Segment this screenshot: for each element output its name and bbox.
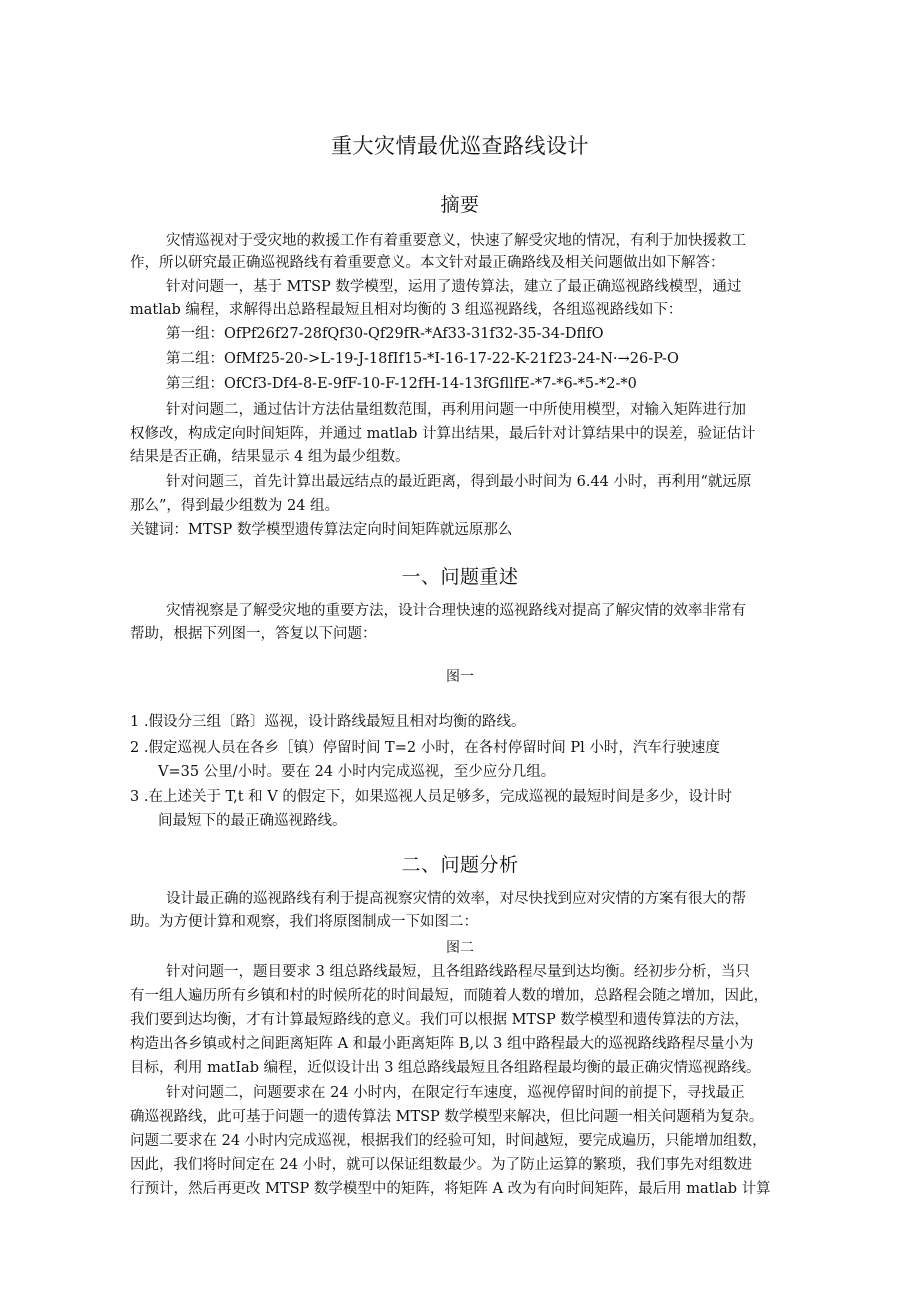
section-2-paragraph-2-line-5: 目标，利用 matIab 编程，近似设计出 3 组总路线最短且各组路程最均衡的最正确灾情巡视路线。	[130, 1060, 761, 1076]
section-1-paragraph-line-2: 帮助，根据下列图一，答复以下问题：	[130, 626, 377, 642]
route-group-1: 第一组：OfPf26f27-28fQf30-Qf29fR-*Af33-31f32-35-34-DflfO	[166, 326, 604, 342]
abstract-paragraph-4-line-1: 针对问题三，首先计算出最远结点的最近距离，得到最小时间为 6.44 小时，再利用“就远原	[166, 474, 752, 490]
abstract-paragraph-2-line-2: matlab 编程，求解得出总路程最短且相对均衡的 3 组巡视路线，各组巡视路线如下：	[130, 302, 683, 318]
question-item-2-line-2: V=35 公里/小时。要在 24 小时内完成巡视，至少应分几组。	[158, 764, 556, 780]
route-group-3: 第三组：OfCf3-Df4-8-E-9fF-10-F-12fH-14-13fGfllfE-*7-*6-*5-*2-*0	[166, 376, 637, 392]
abstract-paragraph-3-line-1: 针对问题二，通过估计方法估量组数范围，再利用问题一中所使用模型，对输入矩阵进行加	[166, 402, 746, 418]
figure-2-caption: 图二	[446, 940, 474, 956]
abstract-heading: 摘要	[440, 194, 480, 216]
abstract-paragraph-2-line-1: 针对问题一，基于 MTSP 数学模型，运用了遗传算法，建立了最正确巡视路线模型，通过	[166, 279, 742, 295]
abstract-paragraph-1-line-1: 灾情巡视对于受灾地的救援工作有着重要意义，快速了解受灾地的情况，有利于加快援救工	[166, 233, 746, 249]
question-item-3-line-1: 3 .在上述关于 T,t 和 V 的假定下，如果巡视人员足够多，完成巡视的最短时间是多少，设计时	[130, 789, 732, 805]
section-2-paragraph-3-line-4: 因此，我们将时间定在 24 小时，就可以保证组数最少。为了防止运算的繁琐，我们事先对组数进	[130, 1157, 753, 1173]
section-2-paragraph-3-line-2: 确巡视路线，此可基于问题一的遗传算法 MTSP 数学模型来解决，但比问题一相关问题稍为复杂。	[130, 1109, 764, 1125]
section-2-paragraph-2-line-1: 针对问题一，题目要求 3 组总路线最短，且各组路线路程尽量到达均衡。经初步分析，当只	[166, 964, 750, 980]
abstract-paragraph-4-line-2: 那么”，得到最少组数为 24 组。	[130, 498, 340, 514]
abstract-paragraph-3-line-3: 结果是否正确，结果显示 4 组为最少组数。	[130, 449, 410, 465]
section-2-paragraph-3-line-1: 针对问题二，问题要求在 24 小时内，在限定行车速度，巡视停留时间的前提下，寻找最正	[166, 1085, 745, 1101]
route-group-2: 第二组：OfMf25-20->L-19-J-18fIf15-*I-16-17-22-K-21f23-24-N·→26-P-O	[166, 351, 679, 367]
abstract-paragraph-1-line-2: 作，所以研究最正确巡视路线有着重要意义。本文针对最正确路线及相关问题做出如下解答：	[130, 255, 725, 271]
section-2-heading: 二、问题分析	[401, 854, 519, 876]
keywords: 关键词：MTSP 数学模型遗传算法定向时间矩阵就远原那么	[130, 522, 513, 538]
section-1-heading: 一、问题重述	[401, 566, 519, 588]
section-2-paragraph-3-line-5: 行预计，然后再更改 MTSP 数学模型中的矩阵，将矩阵 A 改为有向时间矩阵，最后用 matlab 计算	[130, 1181, 771, 1197]
abstract-paragraph-3-line-2: 权修改，构成定向时间矩阵，并通过 matlab 计算出结果，最后针对计算结果中的误差，验证估计	[130, 426, 756, 442]
section-2-paragraph-3-line-3: 问题二要求在 24 小时内完成巡视，根据我们的经验可知，时间越短，要完成遍历，只能增加组数，	[130, 1133, 767, 1149]
figure-1-caption: 图一	[446, 669, 474, 685]
section-1-paragraph-line-1: 灾情视察是了解受灾地的重要方法，设计合理快速的巡视路线对提高了解灾情的效率非常有	[166, 603, 746, 619]
section-2-paragraph-1-line-2: 助。为方便计算和观察，我们将原图制成一下如图二：	[130, 914, 478, 930]
section-2-paragraph-1-line-1: 设计最正确的巡视路线有利于提高视察灾情的效率，对尽快找到应对灾情的方案有很大的帮	[166, 891, 746, 907]
question-item-1: 1 .假设分三组〔路〕巡视，设计路线最短且相对均衡的路线。	[130, 714, 526, 730]
section-2-paragraph-2-line-4: 构造出各乡镇或村之间距离矩阵 A 和最小距离矩阵 B,以 3 组中路程最大的巡视路线路程尽量小为	[130, 1036, 754, 1052]
question-item-3-line-2: 间最短下的最正确巡视路线。	[158, 813, 347, 829]
section-2-paragraph-2-line-2: 有一组人遍历所有乡镇和村的时候所花的时间最短，而随着人数的增加，总路程会随之增加，因此，	[130, 988, 768, 1004]
document-title: 重大灾情最优巡查路线设计	[331, 134, 589, 158]
section-2-paragraph-2-line-3: 我们要到达均衡，才有计算最短路线的意义。我们可以根据 MTSP 数学模型和遗传算法的方法，	[130, 1012, 749, 1028]
question-item-2-line-1: 2 .假定巡视人员在各乡［镇）停留时间 T=2 小时，在各村停留时间 Pl 小时，汽车行驶速度	[130, 740, 720, 756]
